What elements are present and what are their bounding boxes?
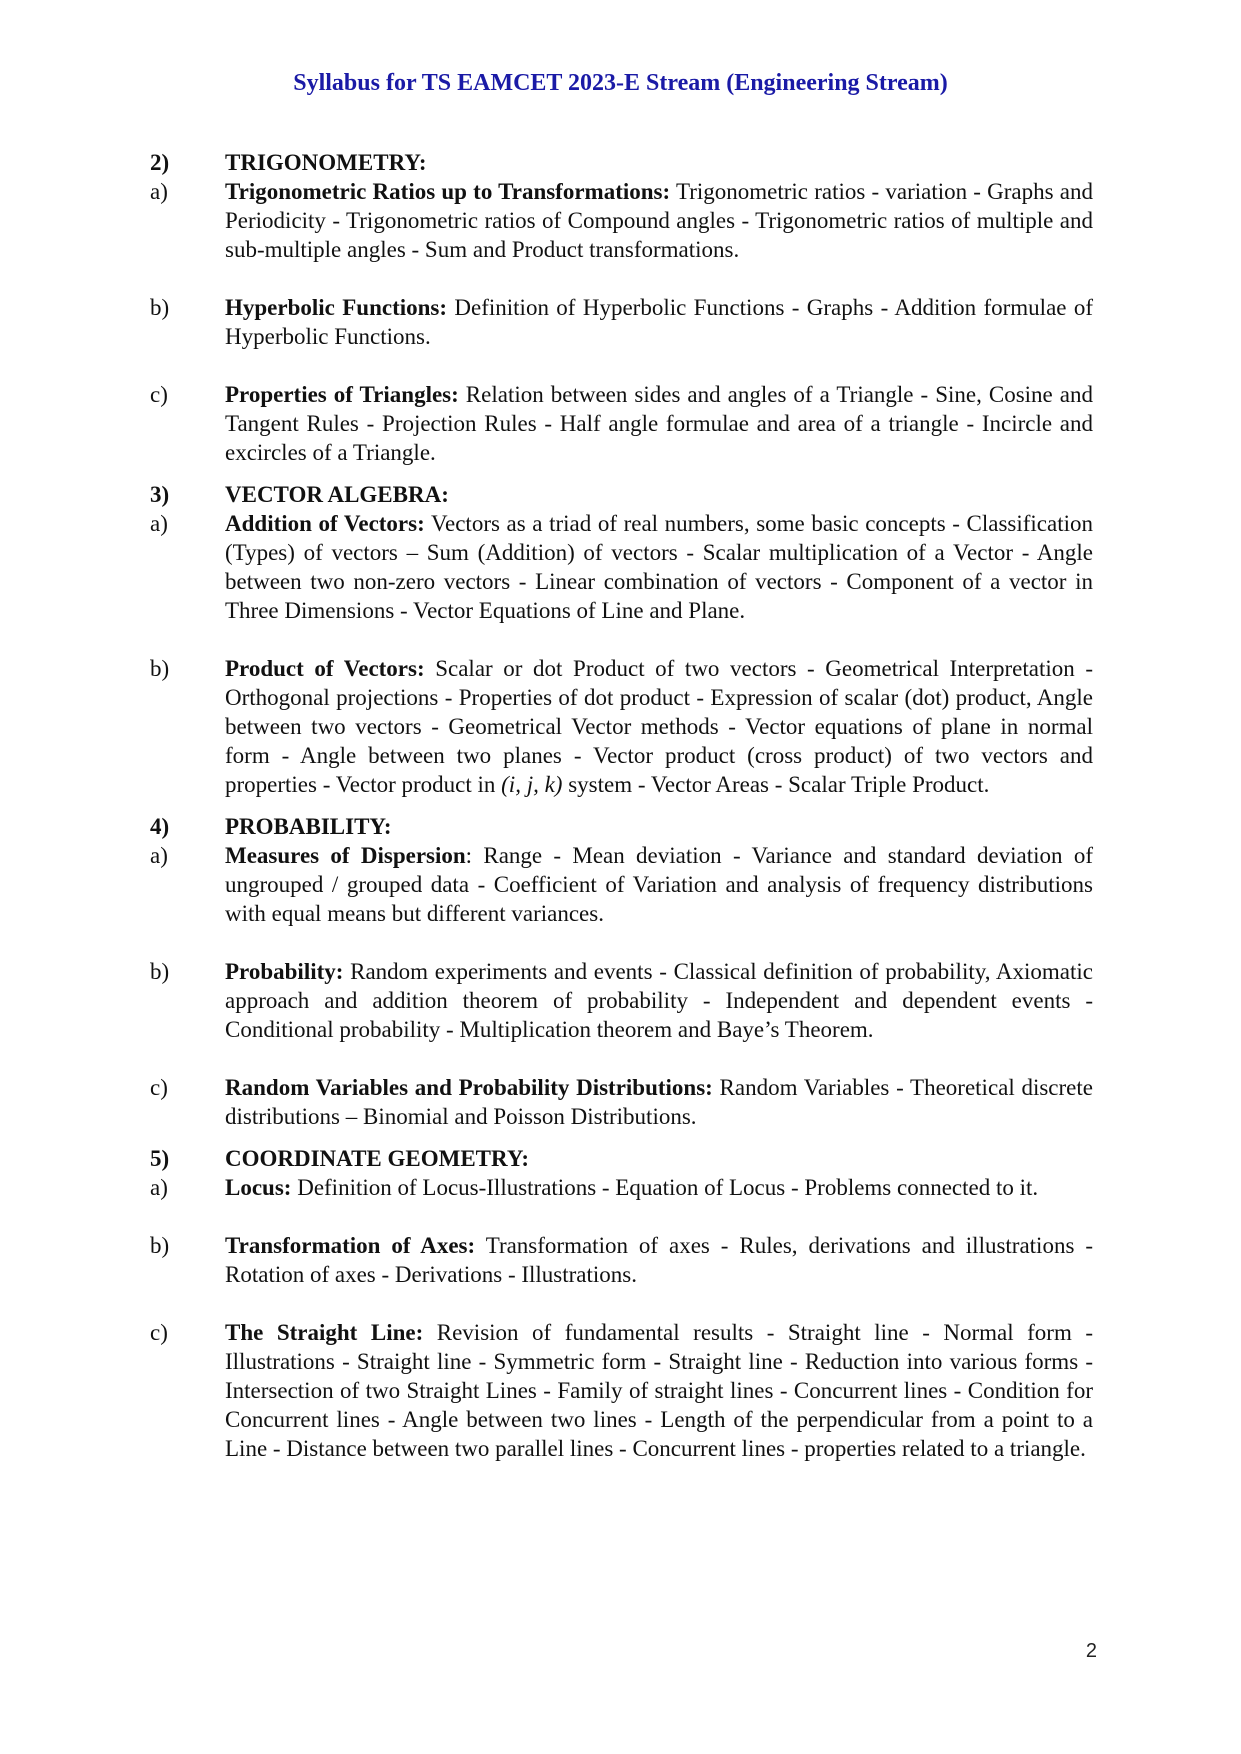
syllabus-item bbox=[150, 380, 1093, 467]
item-body: Trigonometric ratios - variation - Graphs and Periodicity - Trigonometric ratios of Compound angles - Trigonometric ratios of multiple and sub-multiple angles - Sum and Product transformations. bbox=[225, 179, 1094, 262]
item-label: c) bbox=[150, 1075, 168, 1100]
section-heading bbox=[150, 480, 1093, 509]
section-vector-algebra bbox=[150, 480, 1093, 799]
item-text bbox=[225, 654, 1093, 799]
item-text bbox=[225, 380, 1093, 467]
item-label: a) bbox=[150, 1175, 168, 1200]
syllabus-item bbox=[150, 1318, 1093, 1463]
section-number: 4) bbox=[150, 814, 170, 839]
item-title: Properties of Triangles: bbox=[225, 382, 459, 407]
syllabus-item bbox=[150, 957, 1093, 1044]
syllabus-item bbox=[150, 509, 1093, 625]
item-body: Transformation of axes - Rules, derivations and illustrations - Rotation of axes - Derivations - Illustrations. bbox=[225, 1233, 1094, 1287]
item-label: b) bbox=[150, 959, 170, 984]
page-number: 2 bbox=[1085, 1640, 1097, 1662]
item-text bbox=[225, 293, 1093, 351]
item-label: a) bbox=[150, 511, 168, 536]
item-body: Definition of Locus-Illustrations - Equation of Locus - Problems connected to it. bbox=[291, 1175, 1039, 1200]
item-title: Product of Vectors: bbox=[225, 656, 425, 681]
section-number: 3) bbox=[150, 482, 170, 507]
item-text bbox=[225, 1073, 1093, 1131]
item-body-continued: system - Vector Areas - Scalar Triple Product. bbox=[562, 772, 990, 797]
syllabus-item bbox=[150, 1073, 1093, 1131]
item-body: : Range - Mean deviation - Variance and standard deviation of ungrouped / grouped data - Coefficient of Variation and analysis of frequency distributions with equal means but different variances. bbox=[225, 843, 1094, 926]
item-body: Random Variables - Theoretical discrete distributions – Binomial and Poisson Distributions. bbox=[225, 1075, 1093, 1129]
item-text bbox=[225, 1318, 1093, 1463]
section-number: 5) bbox=[150, 1146, 170, 1171]
syllabus-item bbox=[150, 1231, 1093, 1289]
syllabus-content bbox=[150, 148, 1093, 1463]
item-label: b) bbox=[150, 1233, 170, 1258]
item-text bbox=[225, 957, 1093, 1044]
math-notation: (i, j, k) bbox=[501, 772, 563, 797]
item-label: c) bbox=[150, 382, 168, 407]
section-probability bbox=[150, 812, 1093, 1131]
item-title: Hyperbolic Functions: bbox=[225, 295, 448, 320]
item-body: Vectors as a triad of real numbers, some basic concepts - Classification (Types) of vectors – Sum (Addition) of vectors - Scalar multiplication of a Vector - Angle between two non-zero vectors - Linear combination of vectors - Component of a vector in Three Dimensions - Vector Equations of Line and Plane. bbox=[225, 511, 1094, 623]
item-title: Random Variables and Probability Distributions: bbox=[225, 1075, 713, 1100]
item-label: b) bbox=[150, 656, 170, 681]
item-text bbox=[225, 177, 1093, 264]
section-title: COORDINATE GEOMETRY: bbox=[225, 1146, 529, 1171]
section-heading bbox=[150, 812, 1093, 841]
item-title: Addition of Vectors: bbox=[225, 511, 425, 536]
item-label: a) bbox=[150, 179, 168, 204]
item-label: b) bbox=[150, 295, 170, 320]
item-text bbox=[225, 1231, 1093, 1289]
item-body: Scalar or dot Product of two vectors - Geometrical Interpretation - Orthogonal projections - Properties of dot product - Expression of scalar (dot) product, Angle between two vectors - Geometrical Vector methods - Vector equations of plane in normal form - Angle between two planes - Vector product (cross product) of two vectors and properties - Vector product in bbox=[225, 656, 1093, 797]
item-title: The Straight Line: bbox=[225, 1320, 424, 1345]
item-label: c) bbox=[150, 1320, 168, 1345]
syllabus-item bbox=[150, 177, 1093, 264]
syllabus-item bbox=[150, 841, 1093, 928]
page-header-title: Syllabus for TS EAMCET 2023-E Stream (Engineering Stream) bbox=[293, 70, 948, 96]
item-text bbox=[225, 509, 1093, 625]
syllabus-item bbox=[150, 293, 1093, 351]
item-title: Transformation of Axes: bbox=[225, 1233, 476, 1258]
section-number: 2) bbox=[150, 150, 170, 175]
item-text bbox=[225, 841, 1093, 928]
item-title: Trigonometric Ratios up to Transformations: bbox=[225, 179, 671, 204]
section-coordinate-geometry bbox=[150, 1144, 1093, 1463]
section-trigonometry bbox=[150, 148, 1093, 467]
item-body: Random experiments and events - Classical definition of probability, Axiomatic approach and addition theorem of probability - Independent and dependent events - Conditional probability - Multiplication theorem and Baye’s Theorem. bbox=[225, 959, 1093, 1042]
section-heading bbox=[150, 148, 1093, 177]
item-body: Relation between sides and angles of a Triangle - Sine, Cosine and Tangent Rules - Projection Rules - Half angle formulae and area of a triangle - Incircle and excircles of a Triangle. bbox=[225, 382, 1093, 465]
item-title: Locus: bbox=[225, 1175, 292, 1200]
item-title: Measures of Dispersion bbox=[225, 843, 466, 868]
section-heading bbox=[150, 1144, 1093, 1173]
item-text bbox=[225, 1173, 1093, 1202]
section-title: PROBABILITY: bbox=[225, 814, 392, 839]
item-body: Revision of fundamental results - Straight line - Normal form - Illustrations - Straight line - Symmetric form - Straight line - Reduction into various forms - Intersection of two Straight Lines - Family of straight lines - Concurrent lines - Condition for Concurrent lines - Angle between two lines - Length of the perpendicular from a point to a Line - Distance between two parallel lines - Concurrent lines - properties related to a triangle. bbox=[225, 1320, 1093, 1461]
syllabus-item bbox=[150, 654, 1093, 799]
item-title: Probability: bbox=[225, 959, 344, 984]
item-body: Definition of Hyperbolic Functions - Graphs - Addition formulae of Hyperbolic Functions. bbox=[225, 295, 1094, 349]
item-label: a) bbox=[150, 843, 168, 868]
section-title: TRIGONOMETRY: bbox=[225, 150, 427, 175]
syllabus-item bbox=[150, 1173, 1093, 1202]
section-title: VECTOR ALGEBRA: bbox=[225, 482, 449, 507]
